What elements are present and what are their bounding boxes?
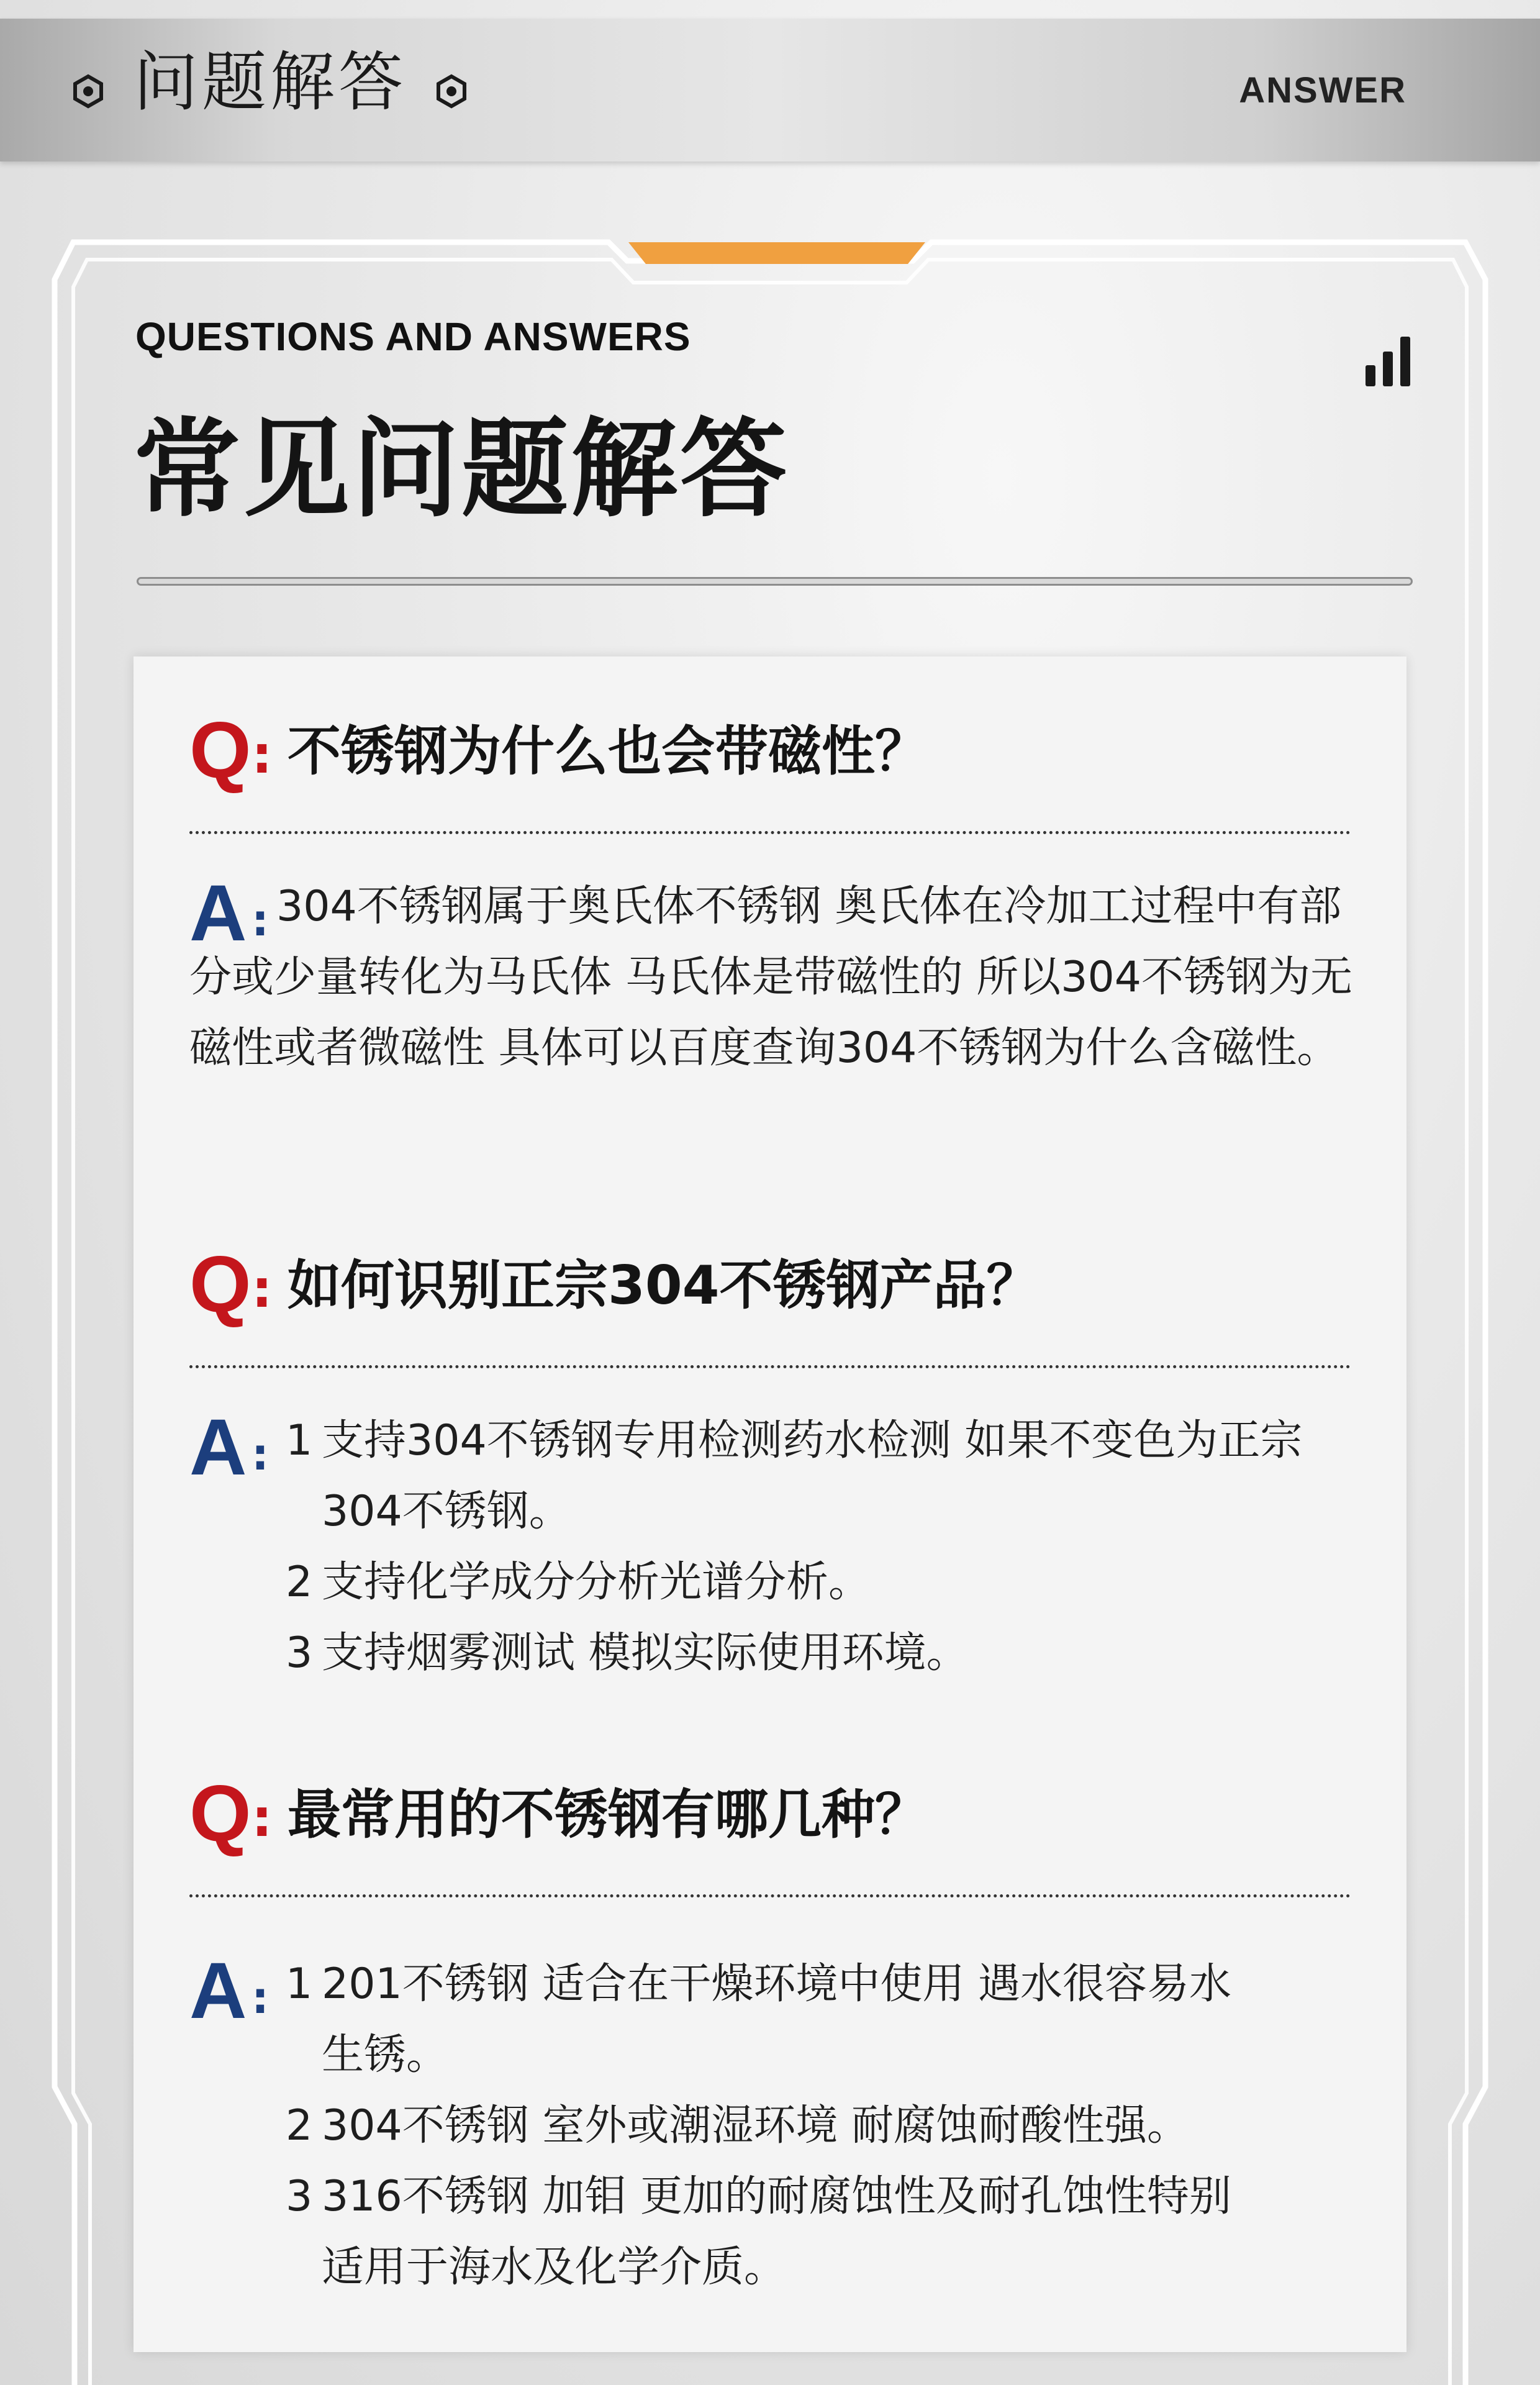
signal-bars-icon <box>1363 334 1413 388</box>
question-text: 如何识别正宗304不锈钢产品？ <box>288 1255 1040 1317</box>
banner-answer-label: ANSWER <box>1239 70 1406 111</box>
dotted-divider <box>189 1894 1351 1897</box>
qa-item <box>189 1240 1357 1678</box>
answer-list-item <box>286 1949 1267 2091</box>
list-text: 316不锈钢 加钼 更加的耐腐蚀性及耐孔蚀性特别适用于海水及化学介质。 <box>322 2172 1232 2292</box>
question-text: 不锈钢为什么也会带磁性？ <box>288 720 928 783</box>
answer-list-item <box>286 2161 1267 2303</box>
dotted-divider <box>189 1365 1351 1368</box>
answer-colon: : <box>251 1973 269 2024</box>
question-row <box>189 1240 1357 1345</box>
question-marker: Q <box>189 706 251 795</box>
question-colon: : <box>251 1788 273 1848</box>
banner-title: 问题解答 <box>134 44 407 120</box>
answer-list <box>286 1949 1267 2303</box>
question-marker: Q <box>189 1769 251 1858</box>
answer-marker: A <box>189 1403 247 1492</box>
answer-list-item <box>286 1406 1357 1547</box>
answer-list <box>286 1406 1357 1689</box>
question-marker: Q <box>189 1240 251 1329</box>
list-number: 1 <box>286 1960 313 2009</box>
question-row <box>189 706 1357 811</box>
answer-colon: : <box>251 895 269 946</box>
title-divider <box>137 577 1413 586</box>
question-colon: : <box>251 1258 273 1319</box>
qa-panel <box>134 656 1406 2352</box>
answer-colon: : <box>251 1429 269 1480</box>
list-text: 支持化学成分分析光谱分析。 <box>322 1558 871 1607</box>
question-row <box>189 1769 1357 1874</box>
list-number: 3 <box>286 1629 313 1678</box>
list-number: 3 <box>286 2172 313 2221</box>
question-text: 最常用的不锈钢有哪几种？ <box>288 1784 928 1846</box>
page-title: 常见问题解答 <box>134 407 789 532</box>
header-eyebrow: QUESTIONS AND ANSWERS <box>135 314 691 359</box>
answer-list-item <box>286 1618 1357 1689</box>
answer-list-item <box>286 1547 1357 1618</box>
answer-marker: A <box>189 869 247 958</box>
answer-text: 304不锈钢属于奥氏体不锈钢 奥氏体在冷加工过程中有部分或少量转化为马氏体 马氏体是带磁性的 所以304不锈钢为无磁性或者微磁性 具体可以百度查询304不锈钢为什么含磁性。 <box>189 882 1353 1073</box>
list-text: 支持304不锈钢专用检测药水检测 如果不变色为正宗304不锈钢。 <box>322 1416 1303 1536</box>
question-colon: : <box>251 724 273 785</box>
list-number: 2 <box>286 2101 313 2150</box>
answer-list-item <box>286 2091 1267 2161</box>
list-number: 1 <box>286 1416 313 1465</box>
qa-item <box>189 706 1357 1073</box>
dotted-divider <box>189 831 1351 834</box>
list-text: 支持烟雾测试 模拟实际使用环境。 <box>322 1629 969 1678</box>
list-text: 304不锈钢 室外或潮湿环境 耐腐蚀耐酸性强。 <box>322 2101 1190 2150</box>
list-text: 201不锈钢 适合在干燥环境中使用 遇水很容易水生锈。 <box>322 1960 1232 2079</box>
qa-item <box>189 1769 1357 2292</box>
answer-marker: A <box>189 1947 247 2035</box>
list-number: 2 <box>286 1558 313 1607</box>
orange-accent-tab <box>628 242 925 264</box>
